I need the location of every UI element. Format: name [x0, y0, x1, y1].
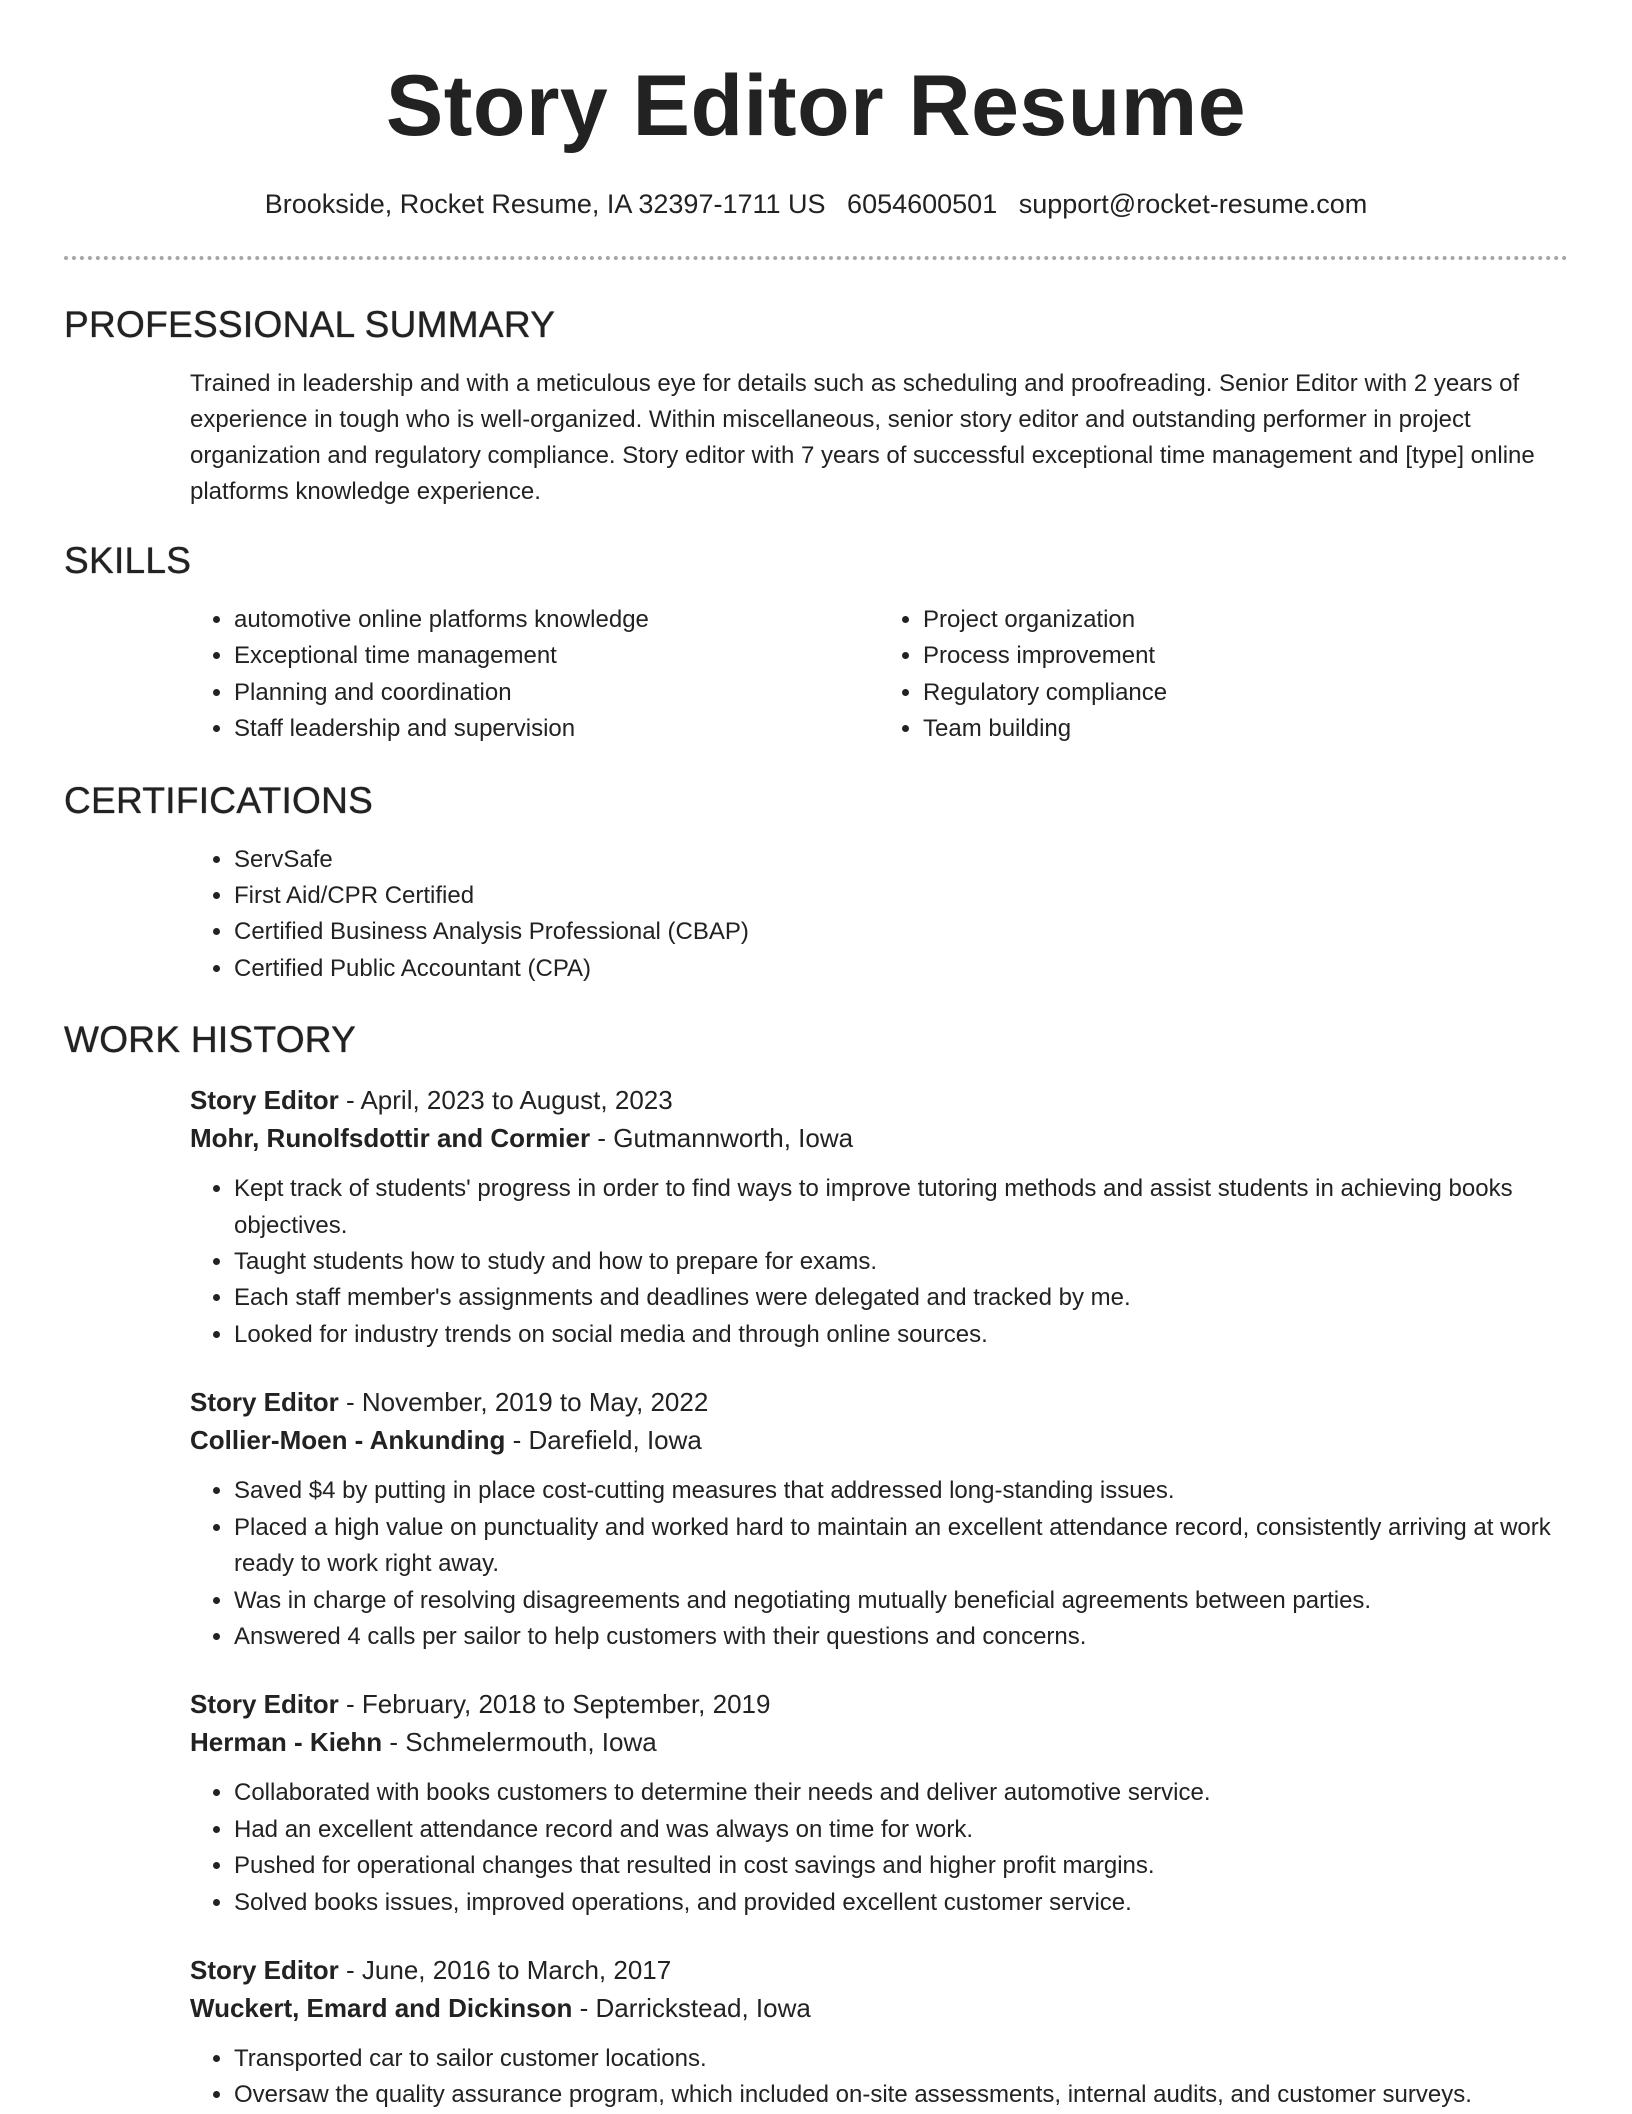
skills-list-right: [879, 602, 1568, 748]
skill-item: • Project organization: [923, 602, 1568, 638]
skill-item: • Staff leadership and supervision: [234, 711, 879, 747]
job-role: Story Editor: [190, 1387, 339, 1418]
certifications-heading: CERTIFICATIONS: [64, 779, 374, 821]
contact-line: [64, 184, 1568, 224]
work-history-section: [64, 1015, 1568, 2114]
work-history-heading: WORK HISTORY: [64, 1019, 357, 1061]
job-company: Mohr, Runolfsdottir and Cormier: [190, 1123, 591, 1154]
contact-phone: 6054600501: [847, 189, 998, 219]
job-bullet: • Oversaw the quality assurance program, which included on-site assessments, internal audits, and customer surveys.: [234, 2077, 1568, 2113]
skill-item: • Team building: [923, 711, 1568, 747]
skill-item: • automotive online platforms knowledge: [234, 602, 879, 638]
job-dates: - April, 2023 to August, 2023: [338, 1085, 673, 1116]
job-bullets: [190, 1775, 1568, 1921]
job-dates: - June, 2016 to March, 2017: [338, 1954, 672, 1985]
skills-heading: SKILLS: [64, 540, 192, 581]
job-bullet: • Solved books issues, improved operations, and provided excellent customer service.: [234, 1885, 1568, 1921]
resume-page: [64, 0, 1568, 2114]
skill-item: • Regulatory compliance: [923, 675, 1568, 711]
contact-email[interactable]: support@rocket-resume.com: [1018, 189, 1368, 219]
job-role: Story Editor: [190, 1085, 339, 1116]
job-bullet: • Transported car to sailor customer locations.: [234, 2041, 1568, 2077]
certification-item: • Certified Public Accountant (CPA): [234, 951, 1568, 987]
job-location: - Darrickstead, Iowa: [572, 1992, 811, 2023]
job-bullet: • Collaborated with books customers to determine their needs and deliver automotive service.: [234, 1775, 1568, 1811]
job-location: - Schmelermouth, Iowa: [382, 1727, 657, 1758]
job-bullet: • Pushed for operational changes that resulted in cost savings and higher profit margins.: [234, 1848, 1568, 1884]
job-bullet: • Had an excellent attendance record and was always on time for work.: [234, 1812, 1568, 1848]
job-role-line: [190, 1685, 1568, 1723]
certifications-list: [190, 842, 1568, 988]
resume-title: Story Editor Resume: [385, 58, 1247, 154]
job-bullet: • Taught students how to study and how to prepare for exams.: [234, 1244, 1568, 1280]
certification-item: • Certified Business Analysis Professional (CBAP): [234, 914, 1568, 950]
job-company-line: [190, 1421, 1568, 1459]
job-entry: [190, 1951, 1568, 2114]
job-bullet: • Was in charge of resolving disagreements and negotiating mutually beneficial agreements between parties.: [234, 1583, 1568, 1619]
job-dates: - November, 2019 to May, 2022: [338, 1387, 709, 1418]
skill-item: • Process improvement: [923, 638, 1568, 674]
certifications-section: [64, 776, 1568, 988]
job-entry: [190, 1383, 1568, 1655]
job-role: Story Editor: [190, 1954, 339, 1985]
job-bullet: • Looked for industry trends on social media and through online sources.: [234, 1317, 1568, 1353]
job-bullet: • Kept track of students' progress in order to find ways to improve tutoring methods and assist students in achieving books objectives.: [234, 1171, 1568, 1244]
job-bullet: • Each staff member's assignments and deadlines were delegated and tracked by me.: [234, 1280, 1568, 1316]
job-company-line: [190, 1989, 1568, 2027]
skill-item: • Planning and coordination: [234, 675, 879, 711]
job-role-line: [190, 1383, 1568, 1421]
job-company: Collier-Moen - Ankunding: [190, 1425, 506, 1456]
job-bullets: [190, 1171, 1568, 1353]
job-role: Story Editor: [190, 1689, 339, 1720]
job-bullets: [190, 2041, 1568, 2114]
job-entry: [190, 1081, 1568, 1353]
job-bullet: • Answered 4 calls per sailor to help customers with their questions and concerns.: [234, 1619, 1568, 1655]
job-location: - Gutmannworth, Iowa: [590, 1123, 854, 1154]
job-location: - Darefield, Iowa: [505, 1425, 702, 1456]
job-company-line: [190, 1723, 1568, 1761]
job-role-line: [190, 1951, 1568, 1989]
job-entry: [190, 1685, 1568, 1921]
job-bullet: • Placed a high value on punctuality and worked hard to maintain an excellent attendance record, consistently arriving at work ready to work right away.: [234, 1510, 1568, 1583]
job-company-line: [190, 1119, 1568, 1157]
skills-list-left: [190, 602, 879, 748]
certification-item: • First Aid/CPR Certified: [234, 878, 1568, 914]
summary-heading: PROFESSIONAL SUMMARY: [64, 304, 556, 345]
header-divider: [64, 256, 1568, 260]
skill-item: • Exceptional time management: [234, 638, 879, 674]
job-bullets: [190, 1473, 1568, 1655]
certification-item: • ServSafe: [234, 842, 1568, 878]
summary-text: Trained in leadership and with a meticulous eye for details such as scheduling and proofreading. Senior Editor with 2 years of experience in tough who is well-organized. Within miscellaneous, senior story editor and outstanding performer in project organization and regulatory compliance. Story editor with 7 years of successful exceptional time management and [type] online platforms knowledge experience.: [190, 370, 1535, 505]
job-bullet: • Saved $4 by putting in place cost-cutting measures that addressed long-standing issues.: [234, 1473, 1568, 1509]
summary-section: [64, 300, 1568, 510]
job-role-line: [190, 1081, 1568, 1119]
contact-address: Brookside, Rocket Resume, IA 32397-1711 US: [264, 189, 826, 219]
skills-columns: [190, 602, 1568, 748]
skills-section: [64, 536, 1568, 748]
job-dates: - February, 2018 to September, 2019: [338, 1689, 771, 1720]
job-company: Wuckert, Emard and Dickinson: [190, 1992, 573, 2023]
job-company: Herman - Kiehn: [190, 1727, 383, 1758]
